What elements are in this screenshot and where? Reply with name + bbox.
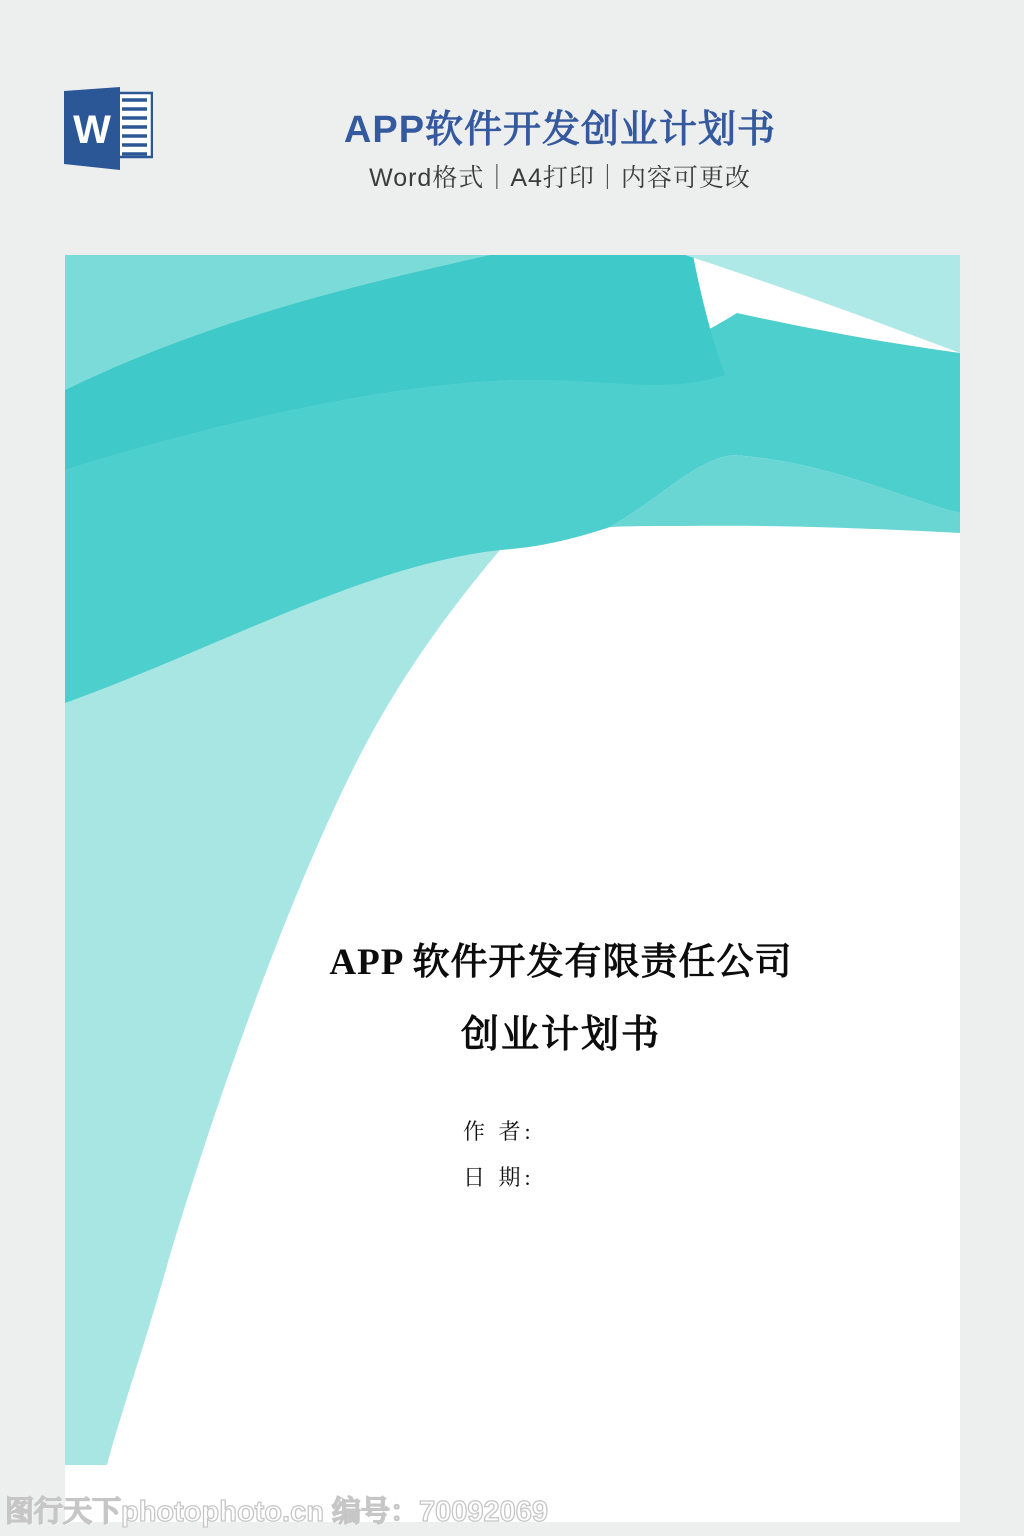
listing-title: APP软件开发创业计划书	[343, 109, 777, 151]
author-label: 作 者:	[463, 1119, 535, 1144]
listing-subtitle: Word格式｜A4打印｜内容可更改	[369, 164, 751, 192]
cover-title-line2: 创业计划书	[460, 1014, 661, 1056]
listing-header	[0, 0, 1024, 220]
cover-title-line1: APP 软件开发有限责任公司	[329, 942, 793, 983]
word-letter: W	[73, 108, 111, 152]
document-preview	[65, 255, 960, 1522]
cover-art	[65, 255, 960, 1522]
date-label: 日 期:	[463, 1165, 535, 1190]
watermark: 图行天下photophoto.cn 编号：70092069	[5, 1496, 549, 1528]
